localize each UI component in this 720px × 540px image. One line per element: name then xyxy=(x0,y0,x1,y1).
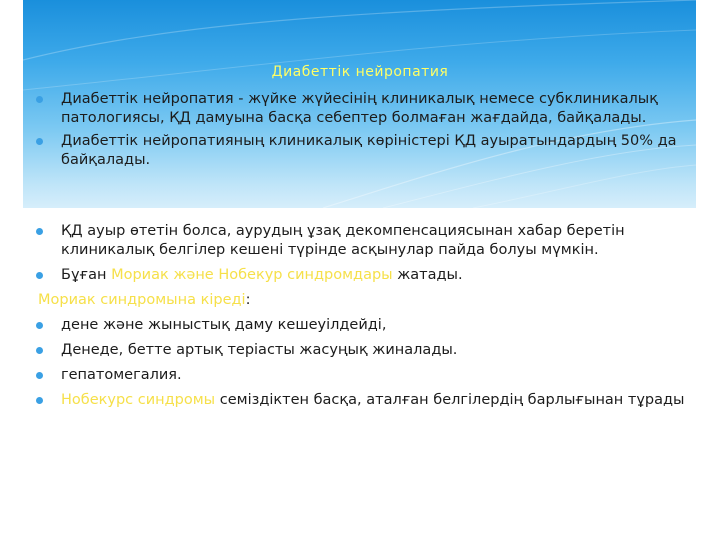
subheading xyxy=(36,291,696,310)
slide-title: Диабеттік нейропатия xyxy=(271,64,449,80)
bullet-text: Диабеттік нейропатия - жүйке жүйесінің клиникалық немесе субклиникалық патологиясы, ҚД дамуына басқа себептер болмаған жағдайда, байқалады. xyxy=(61,91,658,126)
list-item xyxy=(36,341,696,360)
bullet-text: Денеде, бетте артық теріасты жасуңық жиналады. xyxy=(61,342,458,358)
list-item xyxy=(36,266,696,285)
bullet-icon xyxy=(36,138,43,145)
bullet-icon xyxy=(36,347,43,354)
subheading-colon: : xyxy=(245,292,251,308)
bullet-text: гепатомегалия. xyxy=(61,367,182,383)
bullet-icon xyxy=(36,96,43,103)
list-item xyxy=(36,90,696,128)
bullet-icon xyxy=(36,272,43,279)
bullet-text: ҚД ауыр өтетін болса, аурудың ұзақ декомпенсациясынан хабар беретін клиникалық белгілер кешені түрінде асқынулар пайда болуы мүмкін. xyxy=(61,223,625,258)
list-item xyxy=(36,132,696,170)
bullet-icon xyxy=(36,322,43,329)
top-bullet-list xyxy=(36,90,696,174)
bullet-icon xyxy=(36,228,43,235)
lower-bullet-list xyxy=(36,222,696,416)
list-item xyxy=(36,366,696,385)
list-item xyxy=(36,222,696,260)
bullet-text-after: жатады. xyxy=(392,267,463,283)
highlight-text: Нобекурс синдромы xyxy=(61,392,216,408)
highlight-text: Мориак және Нобекур синдромдары xyxy=(111,267,393,283)
bullet-text-after: семіздіктен басқа, аталған белгілердің барлығынан тұрады xyxy=(215,392,685,408)
bullet-icon xyxy=(36,397,43,404)
bullet-text: дене және жыныстық даму кешеуілдейді, xyxy=(61,317,387,333)
highlight-text: Мориак синдромына кіреді xyxy=(38,292,246,308)
bullet-text-before: Бұған xyxy=(61,267,112,283)
list-item xyxy=(36,316,696,335)
bullet-text: Диабеттік нейропатияның клиникалық көріністері ҚД ауыратындардың 50% да байқалады. xyxy=(61,133,677,168)
bullet-icon xyxy=(36,372,43,379)
list-item xyxy=(36,391,696,410)
